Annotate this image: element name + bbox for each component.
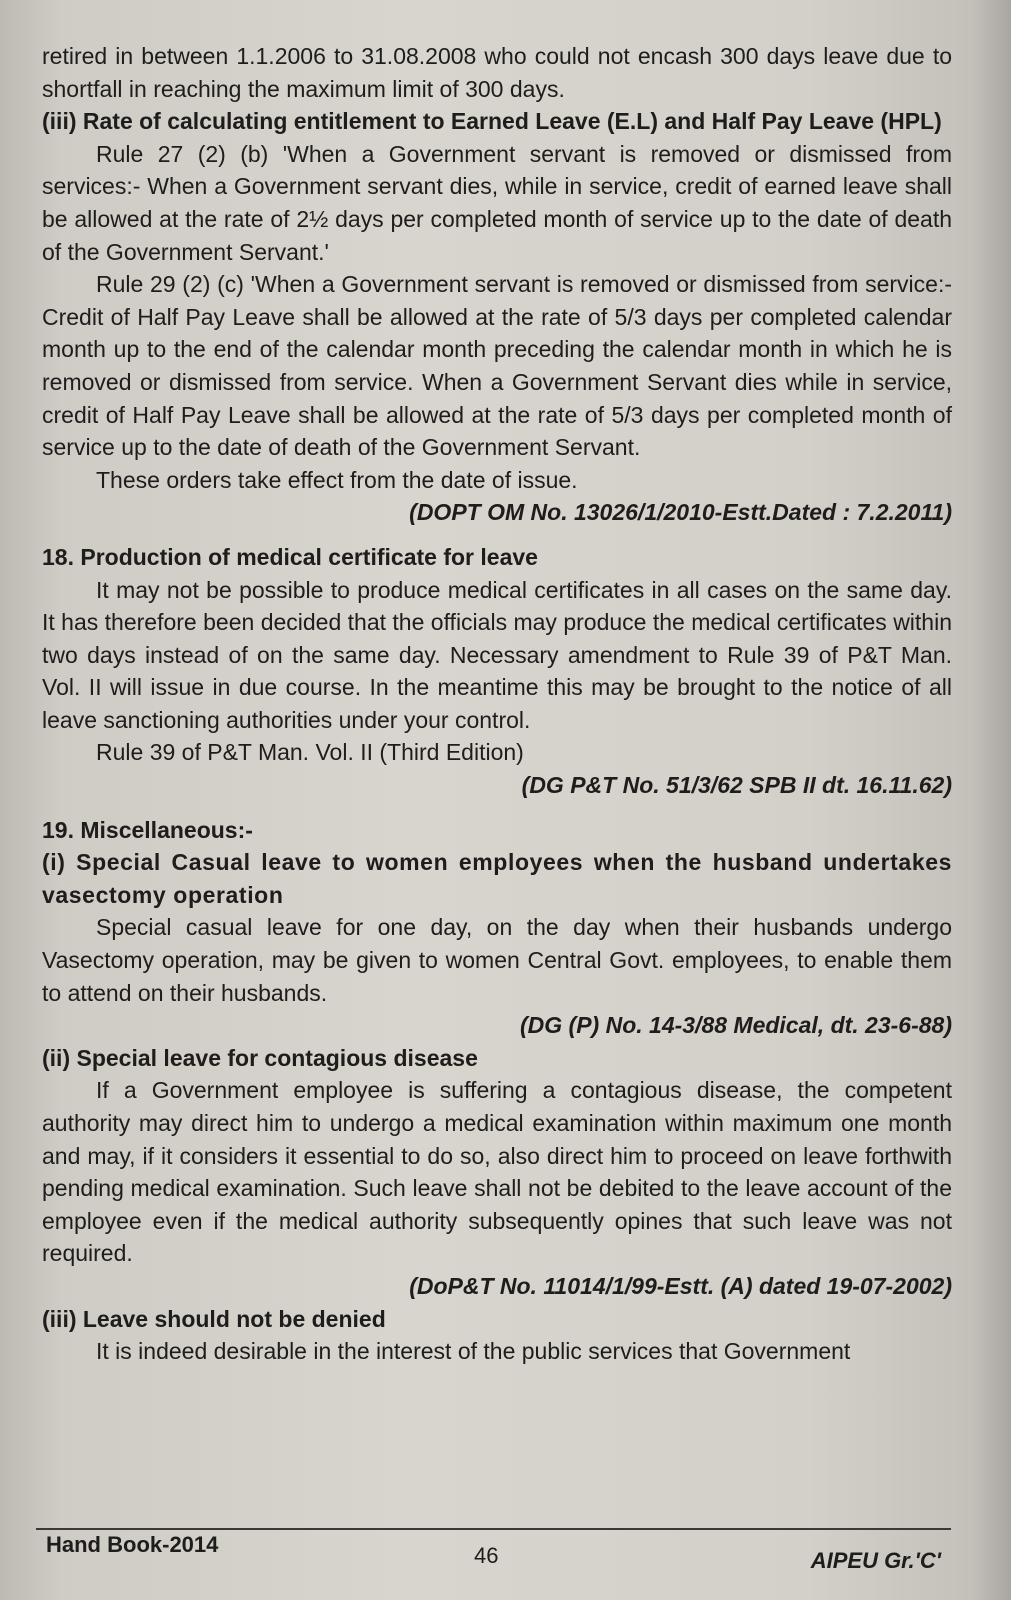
heading-rate-of-calculating: (iii) Rate of calculating entitlement to Earned Leave (E.L) and Half Pay Leave (HPL) [42, 108, 942, 135]
paragraph-orders-effect: These orders take effect from the date of issue. [96, 466, 578, 493]
paragraph-vasectomy-leave: Special casual leave for one day, on the day when their husbands undergo Vasectomy operation, may be given to women Central Govt. employees, to enable them to attend on their husbands. [42, 914, 952, 1006]
footer-handbook-title: Hand Book-2014 [46, 1532, 219, 1557]
footer-publisher: AIPEU Gr.'C' [810, 1548, 941, 1573]
heading-section-19: 19. Miscellaneous:- [42, 816, 253, 843]
heading-leave-not-denied: (iii) Leave should not be denied [42, 1305, 386, 1332]
heading-special-casual-leave: (i) Special Casual leave to women employees when the husband undertakes vasectomy operation [42, 849, 952, 908]
footer-divider [36, 1528, 951, 1530]
citation-dopt-om: (DOPT OM No. 13026/1/2010-Estt.Dated : 7.2.2011) [409, 499, 952, 526]
page-body [42, 40, 952, 1368]
paragraph-contagious-disease: If a Government employee is suffering a contagious disease, the competent authority may direct him to undergo a medical examination within maximum one month and may, if it considers it essential to do so, also direct him to proceed on leave forthwith pending medical examination. Such leave shall not be debited to the leave account of the employee even if the medical authority subsequently opines that such leave was not required. [42, 1077, 952, 1267]
paragraph-public-services: It is indeed desirable in the interest of the public services that Government [96, 1338, 851, 1365]
page-number: 46 [474, 1543, 499, 1568]
paragraph-retired: retired in between 1.1.2006 to 31.08.2008 who could not encash 300 days leave due to shortfall in reaching the maximum limit of 300 days. [42, 43, 952, 102]
heading-section-18: 18. Production of medical certificate for leave [42, 543, 538, 570]
paragraph-rule-39: Rule 39 of P&T Man. Vol. II (Third Edition) [96, 739, 524, 766]
citation-dg-pt: (DG P&T No. 51/3/62 SPB II dt. 16.11.62) [521, 772, 952, 799]
citation-dg-p-medical: (DG (P) No. 14-3/88 Medical, dt. 23-6-88) [519, 1012, 952, 1039]
paragraph-medical-certificate: It may not be possible to produce medical certificates in all cases on the same day. It has therefore been decided that the officials may produce the medical certificates within two days instead of on the same day. Necessary amendment to Rule 39 of P&T Man. Vol. II will issue in due course. In the meantime this may be brought to the notice of all leave sanctioning authorities under your control. [42, 576, 952, 733]
paragraph-rule-29: Rule 29 (2) (c) 'When a Government servant is removed or dismissed from service:- Credit of Half Pay Leave shall be allowed at the rate of 5/3 days per completed calendar month up to the end of the calendar month preceding the calendar month in which he is removed or dismissed from service. When a Government Servant dies while in service, credit of Half Pay Leave shall be allowed at the rate of 5/3 days per completed month of service up to the date of death of the Government Servant. [42, 271, 952, 461]
paragraph-rule-27: Rule 27 (2) (b) 'When a Government servant is removed or dismissed from services:- When a Government servant dies, while in service, credit of earned leave shall be allowed at the rate of 2½ days per completed month of service up to the date of death of the Government Servant.' [42, 140, 952, 265]
citation-dopt-estt: (DoP&T No. 11014/1/99-Estt. (A) dated 19-07-2002) [409, 1272, 952, 1299]
heading-contagious-disease: (ii) Special leave for contagious disease [42, 1044, 478, 1071]
